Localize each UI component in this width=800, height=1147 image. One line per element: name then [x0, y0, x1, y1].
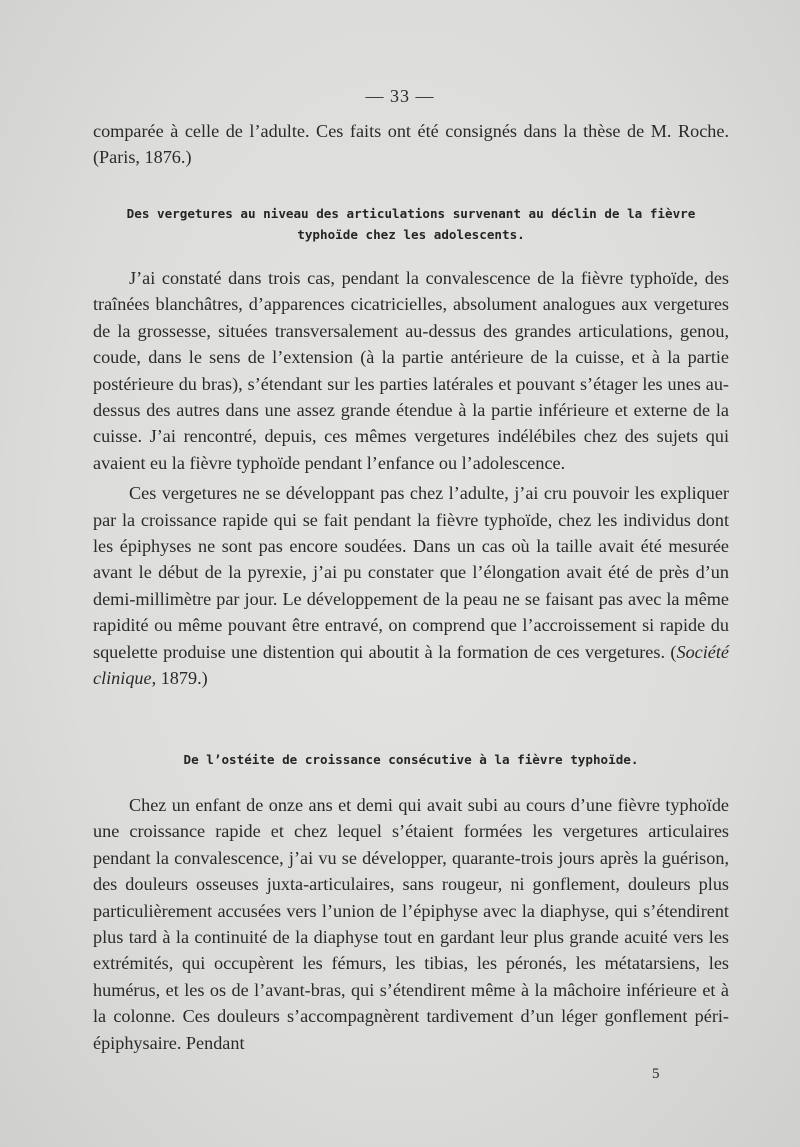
section-heading-vergetures: Des vergetures au niveau des articulations survenant au déclin de la fièvre typhoïde chez les adolescents.	[126, 206, 696, 242]
signature-mark: 5	[652, 1066, 660, 1082]
paragraph-vergetures-1: J’ai constaté dans trois cas, pendant la convalescence de la fièvre typhoïde, des traînées blanchâtres, d’apparences cicatricielles, absolument analogues aux vergetures de la grossesse, situées transversalement au-dessus des grandes articulations, genou, coude, dans le sens de l’extension (à la partie antérieure de la cuisse, et à la partie postérieure du bras), s’étendant sur les parties latérales et pouvant s’étager les unes au-dessus des autres dans une assez grande étendue à la partie inférieure et externe de la cuisse. J’ai rencontré, depuis, ces mêmes vergetures indélébiles chez des sujets qui avaient eu la fièvre typhoïde pendant l’enfance ou l’adolescence.	[93, 268, 729, 473]
section-vergetures-body	[93, 265, 729, 692]
intro-paragraph	[93, 118, 729, 171]
paragraph-text: Ces vergetures ne se développant pas chez l’adulte, j’ai cru pouvoir les expliquer par la croissance rapide qui se fait pendant la fièvre typhoïde, chez les individus dont les épiphyses ne sont pas encore soudées. Dans un cas où la taille avait été mesurée avant le début de la pyrexie, j’ai pu constater que l’élongation avait été de près d’un demi-millimètre par jour. Le développement de la peau ne se faisant pas avec la même rapidité ou même pouvant être entravé, on comprend que l’accroissement si rapide du squelette produise une distention qui aboutit à la formation de ces vergetures. (	[93, 483, 729, 662]
page-number: — 33 —	[365, 86, 435, 106]
section-heading-osteite: De l’ostéite de croissance consécutive à la fièvre typhoïde.	[183, 752, 639, 767]
section-osteite-body	[93, 792, 729, 1056]
citation-societe-clinique: Société clinique	[93, 641, 729, 689]
intro-text: comparée à celle de l’adulte. Ces faits ont été consignés dans la thèse de M. Roche. (Paris, 1876.)	[93, 121, 729, 168]
paragraph-osteite-1: Chez un enfant de onze ans et demi qui avait subi au cours d’une fièvre typhoïde une croissance rapide et chez lequel s’étaient formées les vergetures articulaires pendant la convalescence, j’ai vu se développer, quarante-trois jours après la guérison, des douleurs osseuses juxta-articulaires, sans rougeur, ni gonflement, douleurs plus particulièrement accusées vers l’union de l’épiphyse avec la diaphyse, qui s’étendirent plus tard à la continuité de la diaphyse tout en gardant leur plus grande acuité vers les extrémités, qui occupèrent les fémurs, les tibias, les péronés, les métatarsiens, les humérus, et les os de l’avant-bras, qui s’étendirent même à la mâchoire inférieure et à la colonne. Ces douleurs s’accompagnèrent tardivement d’un léger gonflement péri-épiphysaire. Pendant	[93, 795, 729, 1053]
citation-year: , 1879.)	[151, 668, 208, 689]
paragraph-vergetures-2	[93, 480, 729, 691]
